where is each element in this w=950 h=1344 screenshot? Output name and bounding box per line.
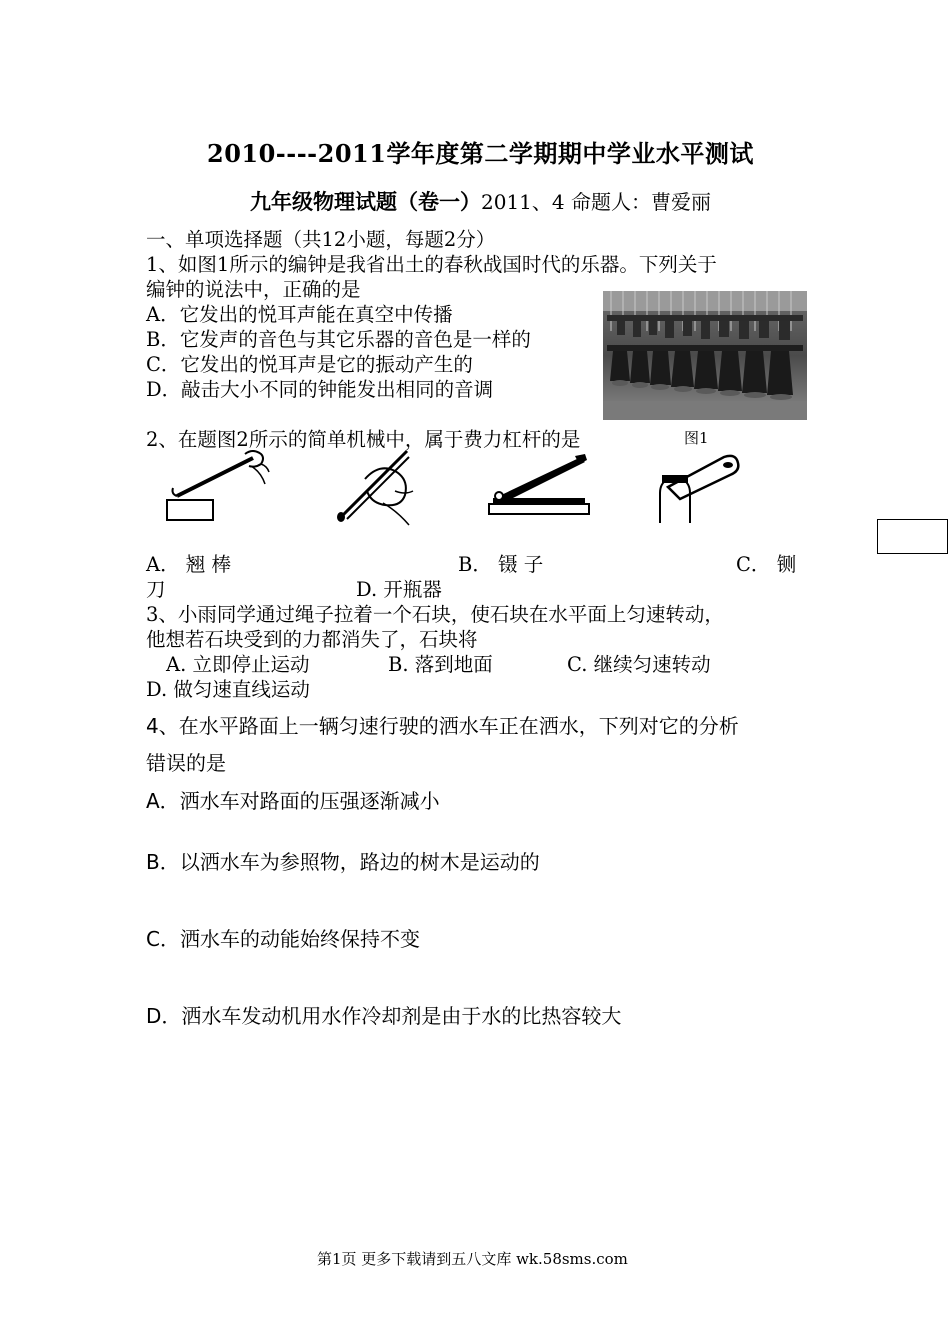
figure1-bianzhong-image — [603, 291, 807, 420]
figure1-caption: 图1 — [684, 429, 709, 447]
q4-option-b: B．以洒水车为参照物，路边的树木是运动的 — [146, 850, 540, 874]
q2-option-a: A． 翘 棒 — [146, 553, 231, 576]
q2-figure-c-guillotine — [485, 452, 595, 522]
q4-stem-line2: 错误的是 — [146, 751, 226, 775]
q2-option-c: C． 铡 — [736, 553, 797, 576]
q3-option-d: D. 做匀速直线运动 — [146, 678, 310, 701]
q1-stem-line2: 编钟的说法中，正确的是 — [146, 278, 361, 301]
q3-option-c: C. 继续匀速转动 — [567, 653, 711, 676]
q4-option-a: A．洒水车对路面的压强逐渐减小 — [146, 789, 440, 813]
margin-box — [877, 519, 948, 554]
q4-option-d: D．洒水车发动机用水作冷却剂是由于水的比热容较大 — [146, 1004, 622, 1028]
q3-stem-line1: 3、小雨同学通过绳子拉着一个石块，使石块在水平面上匀速转动， — [146, 603, 724, 626]
page-title: 2010----2011学年度第二学期期中学业水平测试 — [207, 139, 754, 168]
subtitle-exam-name: 九年级物理试题（卷一） — [250, 189, 481, 214]
q1-stem-line1: 1、如图1所示的编钟是我省出土的春秋战国时代的乐器。下列关于 — [146, 253, 717, 276]
q2-option-c-continued: 刀 — [146, 578, 166, 601]
q1-option-b: B．它发声的音色与其它乐器的音色是一样的 — [146, 328, 531, 351]
q2-figure-d-bottle-opener — [650, 453, 745, 531]
q1-option-c: C．它发出的悦耳声是它的振动产生的 — [146, 353, 473, 376]
q4-option-c: C．洒水车的动能始终保持不变 — [146, 927, 420, 951]
q2-option-d: D. 开瓶器 — [356, 578, 442, 601]
q2-stem: 2、在题图2所示的简单机械中，属于费力杠杆的是 — [146, 428, 581, 451]
q3-option-a: A. 立即停止运动 — [166, 653, 310, 676]
section-heading: 一、单项选择题（共12小题，每题2分） — [146, 228, 496, 251]
subtitle-date-author: 2011、4 命题人：曹爱丽 — [481, 190, 711, 214]
subtitle — [250, 186, 711, 216]
q4-stem-line1: 4、在水平路面上一辆匀速行驶的洒水车正在洒水，下列对它的分析 — [146, 714, 739, 738]
q2-figure-b-tweezers — [325, 443, 430, 528]
page-footer: 第1页 更多下载请到五八文库 wk.58sms.com — [317, 1250, 628, 1268]
q3-option-b: B. 落到地面 — [388, 653, 493, 676]
q1-option-d: D．敲击大小不同的钟能发出相同的音调 — [146, 378, 494, 401]
q2-option-b: B． 镊 子 — [458, 553, 544, 576]
q3-stem-line2: 他想若石块受到的力都消失了，石块将 — [146, 628, 478, 651]
q2-figure-a-pry-bar — [165, 450, 270, 525]
q1-option-a: A．它发出的悦耳声能在真空中传播 — [146, 303, 453, 326]
